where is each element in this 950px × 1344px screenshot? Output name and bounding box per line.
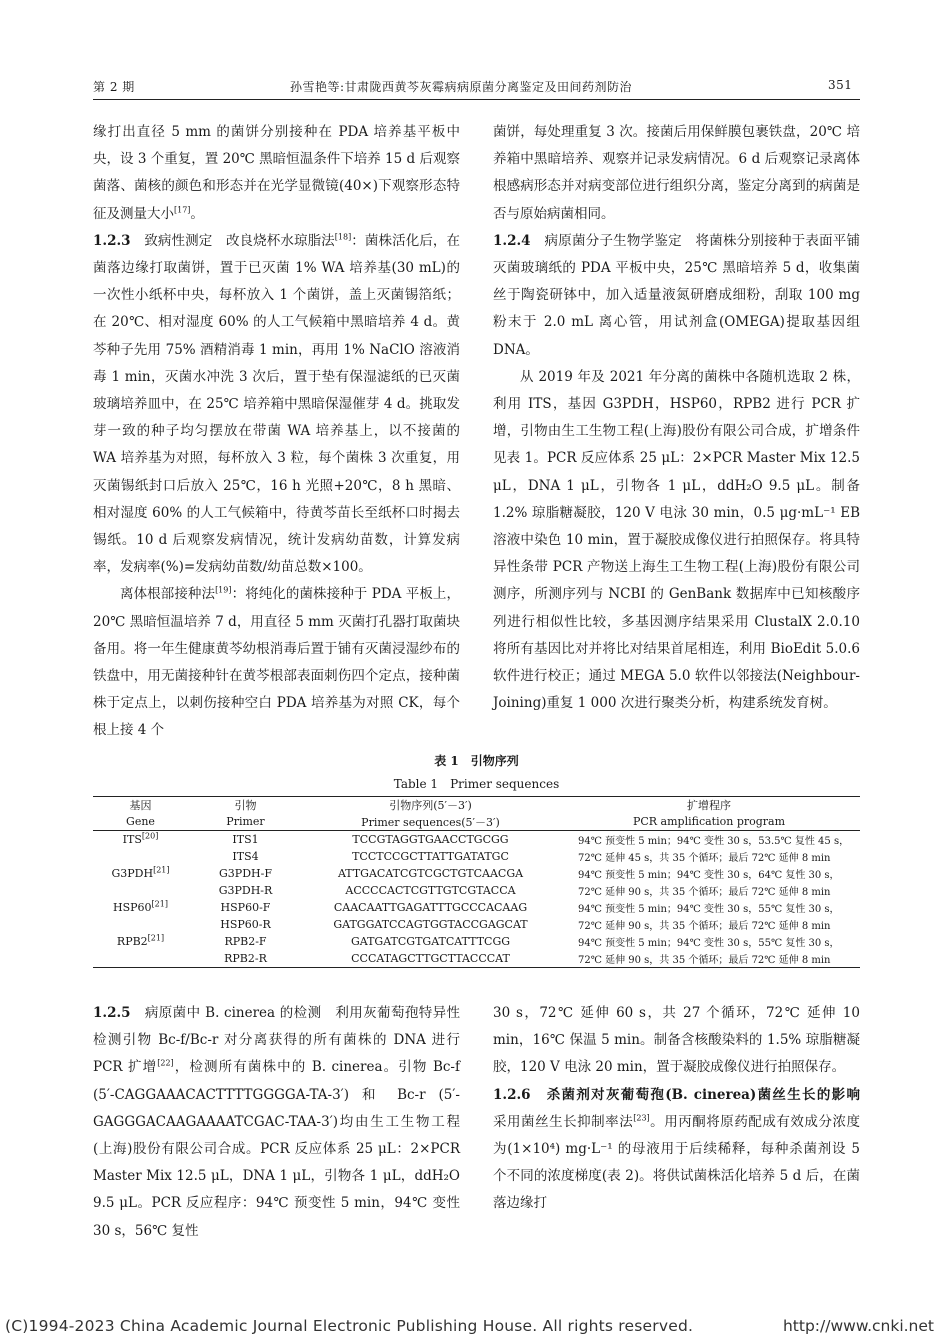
section-1-2-3: 1.2.3 致病性测定 改良烧杯水琼脂法[18]：菌株活化后，在菌落边缘打取菌饼，置于已灭菌 1% WA 培养基(30 mL)的一次性小纸杯中央，每杯放入 1 个菌饼，盖上灭菌锡箔纸；在 20℃、相对湿度 60% 的人工气候箱中黑暗培养 4 d。黄芩种子先用 75% 酒精消毒 1 min，再用 1% NaClO 溶液消毒 1 min，灭菌水冲洗 3 次后，置于垫有保湿滤纸的已灭菌玻璃培养皿中，在 25℃ 培养箱中黑暗保湿催芽 4 d。挑取发芽一致的种子均匀摆放在带菌 WA 培养基上，以不接菌的 WA 培养基为对照，每杯放入 3 粒，每个菌株 3 次重复，用灭菌锡纸封口后放入 25℃，16 h 光照+20℃，8 h 黑暗、相对湿度 60% 的人工气候箱中，待黄芩苗长至纸杯口时揭去锡纸。10 d 后观察发病情况，统计发病幼苗数，计算发病率，发病率(%)=发病幼苗数/幼苗总数×100。: [93, 232, 461, 576]
table-caption-en: Table 1 Primer sequences: [393, 777, 560, 791]
copyright-footer: (C)1994-2023 China Academic Journal Electronic Publishing House. All rights reserved.: [5, 1317, 694, 1335]
table-header: 引物序列(5′－3′): [389, 798, 472, 812]
section-1-2-4: 1.2.4 病原菌分子生物学鉴定 将菌株分别接种于表面平铺灭菌玻璃纸的 PDA 平板中央，25℃ 黑暗培养 5 d，收集菌丝于陶瓷研钵中，加入适量液氮研磨成细粉，刮取 100 mg 粉末于 2.0 mL 离心管，用试剂盒(OMEGA)提取基因组 DNA。: [493, 232, 861, 358]
right-paragraph-3: 从 2019 年及 2021 年分离的菌株中各随机选取 2 株，利用 ITS，基因 G3PDH，HSP60，RPB2 进行 PCR 扩增，引物由生工生物工程(上海)股份有限公司合成，扩增条件见表 1。PCR 反应体系 25 μL：2×PCR Master Mix 12.5 μL，DNA 1 μL，引物各 1 μL，ddH₂O 9.5 μL。制备 1.2% 琼脂糖凝胶，120 V 电泳 30 min，0.5 μg·mL⁻¹ EB 溶液中染色 10 min，置于凝胶成像仪进行拍照保存。将具特异性条带 PCR 产物送上海生工生物工程(上海)股份有限公司测序，所测序列与 NCBI 的 GenBank 数据库中已知核酸序列进行相似性比较，多基因测序结果采用 ClustalX 2.0.10 将所有基因比对并将比对结果首尾相连，利用 BioEdit 5.0.6 软件进行校正；通过 MEGA 5.0 软件以邻接法(Neighbour-Joining)重复 1 000 次进行聚类分析，构建系统发育树。: [493, 368, 860, 712]
running-title: 孙雪艳等:甘肃陇西黄芩灰霉病病原菌分离鉴定及田间药剂防治: [290, 80, 633, 94]
right-paragraph-1: 菌饼，每处理重复 3 次。接菌后用保鲜膜包裹铁盘，20℃ 培养箱中黑暗培养、观察并记录发病情况。6 d 后观察记录离体根感病形态并对病变部位进行组织分离，鉴定分离到的病菌是否与原始病菌相同。: [493, 124, 860, 222]
primer-table: [93, 796, 860, 968]
bottom-right-paragraph-1: 30 s，72℃ 延伸 60 s，共 27 个循环，72℃ 延伸 10 min，16℃ 保温 5 min。制备含核酸染料的 1.5% 琼脂糖凝胶，120 V 电泳 20 min，置于凝胶成像仪进行拍照保存。: [493, 1005, 860, 1076]
section-1-2-6: 1.2.6 杀菌剂对灰葡萄孢(B. cinerea)菌丝生长的影响 采用菌丝生长抑制率法[23]。用丙酮将原药配成有效成分浓度为(1×10⁴) mg·L⁻¹ 的母液用于后续稀释，每种杀菌剂设 5 个不同的浓度梯度(表 2)。将供试菌株活化培养 5 d 后，在菌落边缘打: [493, 1086, 861, 1212]
table-header: 基因: [129, 798, 152, 812]
table-row: ITS[20] ITS1 TCCGTAGGTGAACCTGCGG 94℃ 预变性 5 min；94℃ 变性 30 s，53.5℃ 复性 45 s，: [122, 831, 850, 847]
table-row: G3PDH[21] G3PDH-F ATTGACATCGTCGCTGTCAACGA 94℃ 预变性 5 min；94℃ 变性 30 s，64℃ 复性 30 s，: [111, 865, 840, 881]
table-header-en: Primer: [226, 815, 265, 828]
section-1-2-5: 1.2.5 病原菌中 B. cinerea 的检测 利用灰葡萄孢特异性检测引物 Bc-f/Bc-r 对分离获得的所有菌株的 DNA 进行 PCR 扩增[22]，检测所有菌株中的 B. cinerea。引物 Bc-f (5′-CAGGAAACACTTTTGGGGA-TA-3′) 和 Bc-r (5′-GAGGGACAAGAAAATCGAC-TAA-3′)均由生工生物工程(上海)股份有限公司合成。PCR 反应体系 25 μL：2×PCR Master Mix 12.5 μL，DNA 1 μL，引物各 1 μL，ddH₂O 9.5 μL。PCR 反应程序：94℃ 预变性 5 min，94℃ 变性 30 s，56℃ 复性: [93, 1005, 461, 1239]
table-header-en: Primer sequences(5′－3′): [361, 815, 500, 829]
footer-link[interactable]: http://www.cnki.net: [782, 1317, 934, 1335]
bottom-right-column: [493, 1000, 860, 1218]
table-row: RPB2[21] RPB2-F GATGATCGTGATCATTTCGG 94℃ 预变性 5 min；94℃ 变性 30 s，55℃ 复性 30 s，: [116, 933, 840, 949]
left-paragraph-1: 缘打出直径 5 mm 的菌饼分别接种在 PDA 培养基平板中央，设 3 个重复，置 20℃ 黑暗恒温条件下培养 15 d 后观察菌落、菌核的颜色和形态并在光学显微镜(40×)下观察形态特征及测量大小[17]。: [93, 124, 460, 222]
table-header-en: Gene: [126, 815, 155, 828]
table-caption-cn: 表 1 引物序列: [434, 754, 519, 768]
issue-label: 第 2 期: [93, 80, 135, 94]
header-rule: [93, 99, 860, 100]
table-row: ITS4 TCCTCCGCTTATTGATATGC 72℃ 延伸 45 s，共 35 个循环；最后 72℃ 延伸 8 min: [232, 850, 831, 864]
table-row: HSP60-R GATGGATCCAGTGGTACCGAGCAT 72℃ 延伸 90 s，共 35 个循环；最后 72℃ 延伸 8 min: [220, 918, 831, 932]
table-header: 引物: [234, 798, 257, 812]
left-column: [93, 119, 460, 745]
right-column: [493, 119, 860, 717]
table-header: 扩增程序: [687, 798, 731, 812]
bottom-left-column: [93, 1000, 460, 1245]
left-paragraph-3: 离体根部接种法[19]：将纯化的菌株接种于 PDA 平板上，20℃ 黑暗恒温培养 7 d，用直径 5 mm 灭菌打孔器打取菌块备用。将一年生健康黄芩幼根消毒后置于铺有灭菌浸湿纱布的铁盘中，用无菌接种针在黄芩根部表面刺伤四个定点，接种菌株于定点上，以刺伤接种空白 PDA 培养基为对照 CK，每个根上接 4 个: [93, 585, 460, 739]
table-header-en: PCR amplification program: [632, 815, 786, 828]
page-number: 351: [828, 78, 853, 92]
table-row: G3PDH-R ACCCCACTCGTTGTCGTACCA 72℃ 延伸 90 s，共 35 个循环；最后 72℃ 延伸 8 min: [218, 884, 831, 898]
table-row: RPB2-R CCCATAGCTTGCTTACCCAT 72℃ 延伸 90 s，共 35 个循环；最后 72℃ 延伸 8 min: [93, 950, 860, 968]
table-row: HSP60[21] HSP60-F CAACAATTGAGATTTGCCCACAAG 94℃ 预变性 5 min；94℃ 变性 30 s，55℃ 复性 30 s，: [113, 899, 840, 915]
